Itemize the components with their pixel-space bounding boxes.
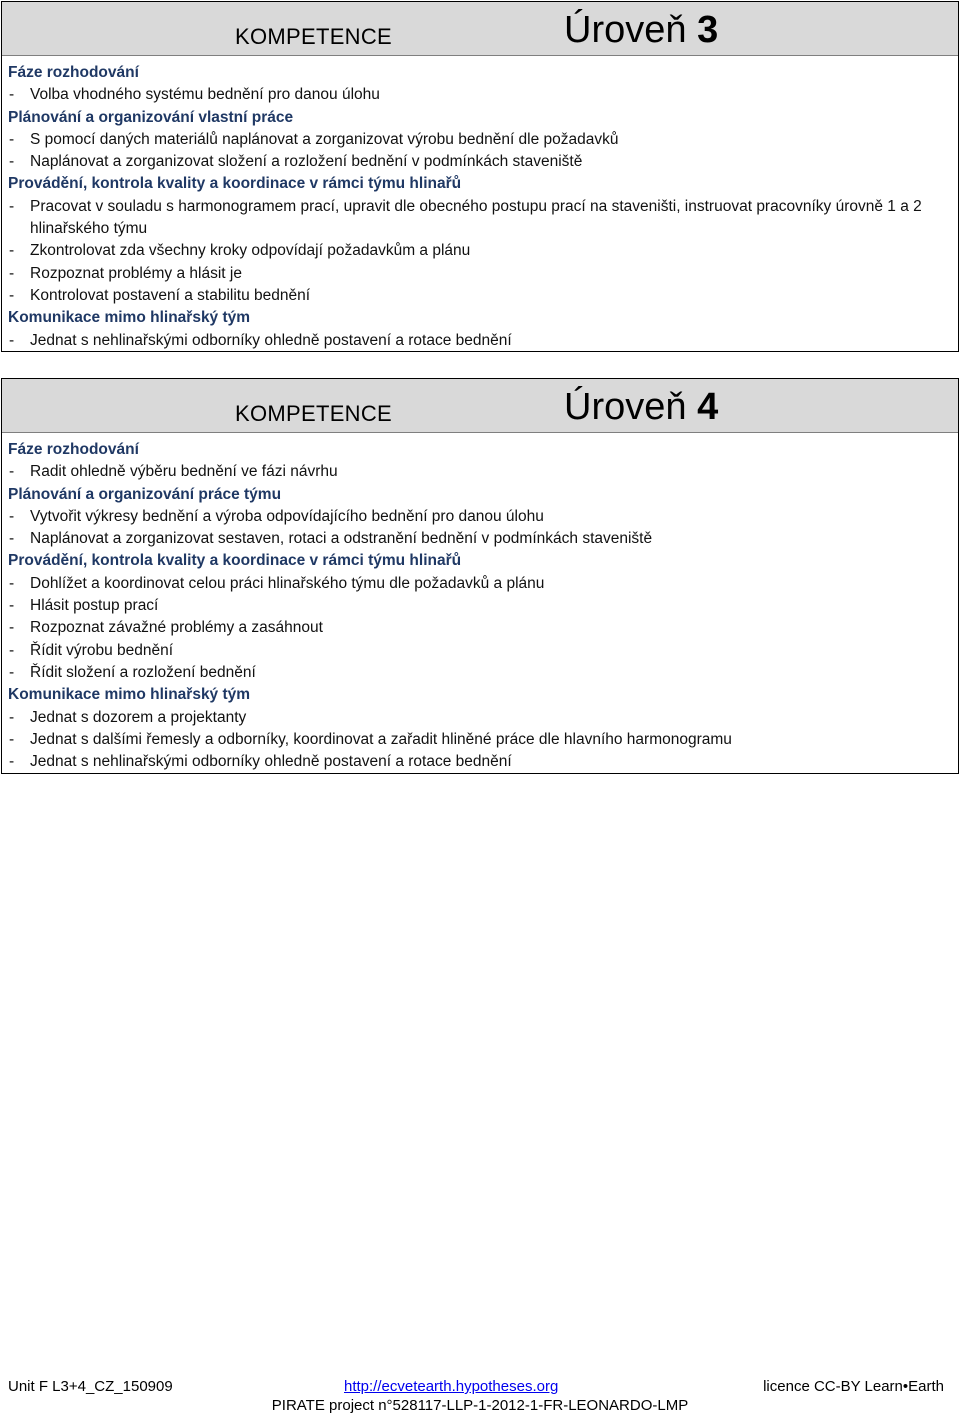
list-item: - Radit ohledně výběru bednění ve fázi návrhu bbox=[9, 463, 338, 481]
section-title: Plánování a organizování vlastní práce bbox=[8, 108, 294, 126]
level-word: Úroveň bbox=[564, 9, 687, 51]
competence-header bbox=[2, 2, 958, 56]
competence-content bbox=[2, 56, 958, 352]
list-item: - Volba vhodného systému bednění pro danou úlohu bbox=[9, 86, 380, 104]
competence-header bbox=[2, 379, 958, 433]
footer-unit: Unit F L3+4_CZ_150909 bbox=[8, 1378, 173, 1395]
section-title: Fáze rozhodování bbox=[8, 64, 139, 81]
list-item: - Zkontrolovat zda všechny kroky odpovídají požadavkům a plánu bbox=[9, 242, 471, 260]
competence-block-level-3 bbox=[1, 1, 959, 352]
level-number: 3 bbox=[697, 9, 719, 51]
footer-licence: licence CC-BY Learn•Earth bbox=[763, 1378, 944, 1395]
list-item: - Řídit složení a rozložení bednění bbox=[9, 663, 256, 681]
level-number: 4 bbox=[697, 386, 719, 428]
section-title: Komunikace mimo hlinařský tým bbox=[8, 686, 251, 704]
section-title: Plánování a organizování práce týmu bbox=[8, 485, 282, 503]
list-item: - Rozpoznat závažné problémy a zasáhnout bbox=[9, 619, 323, 637]
competence-block-level-4 bbox=[1, 378, 959, 774]
section-title: Komunikace mimo hlinařský tým bbox=[8, 309, 251, 327]
section-title: Provádění, kontrola kvality a koordinace v rámci týmu hlinařů bbox=[8, 552, 462, 570]
competence-content bbox=[2, 433, 958, 773]
level-word: Úroveň bbox=[564, 386, 687, 428]
competence-label: KOMPETENCE bbox=[235, 401, 393, 426]
list-item: - Kontrolovat postavení a stabilitu bednění bbox=[9, 286, 311, 304]
list-item: - S pomocí daných materiálů naplánovat a zorganizovat výrobu bednění dle požadavků bbox=[9, 130, 619, 148]
list-item: - Jednat s dalšími řemesly a odborníky, koordinovat a zařadit hliněné práce dle hlavního harmonogramu bbox=[9, 730, 732, 748]
section-title: Fáze rozhodování bbox=[8, 441, 139, 458]
list-item: - Pracovat v souladu s harmonogramem prací, upravit dle obecného postupu prací na staveništi, instruovat pracovníky úrovně 1 a 2 hlinařského týmu bbox=[9, 197, 922, 238]
list-item: - Řídit výrobu bednění bbox=[9, 641, 174, 659]
section-title: Provádění, kontrola kvality a koordinace v rámci týmu hlinařů bbox=[8, 175, 462, 193]
level-title bbox=[564, 9, 718, 52]
footer-row-1 bbox=[0, 1378, 960, 1396]
list-item: - Dohlížet a koordinovat celou práci hlinařského týmu dle požadavků a plánu bbox=[9, 574, 545, 592]
footer-project: PIRATE project n°528117-LLP-1-2012-1-FR-LEONARDO-LMP bbox=[271, 1397, 689, 1414]
level-title bbox=[564, 386, 718, 429]
list-item: - Rozpoznat problémy a hlásit je bbox=[9, 264, 242, 282]
list-item: - Jednat s nehlinařskými odborníky ohledně postavení a rotace bednění bbox=[9, 753, 512, 771]
footer-row-2 bbox=[0, 1397, 960, 1415]
list-item: - Naplánovat a zorganizovat složení a rozložení bednění v podmínkách staveniště bbox=[9, 153, 583, 171]
list-item: - Hlásit postup prací bbox=[9, 597, 159, 615]
list-item: - Vytvořit výkresy bednění a výroba odpovídajícího bednění pro danou úlohu bbox=[9, 507, 544, 525]
competence-label: KOMPETENCE bbox=[235, 24, 393, 49]
list-item: - Naplánovat a zorganizovat sestaven, rotaci a odstranění bednění v podmínkách staveniště bbox=[9, 530, 653, 548]
list-item: - Jednat s nehlinařskými odborníky ohledně postavení a rotace bednění bbox=[9, 331, 512, 349]
footer-link[interactable]: http://ecvetearth.hypotheses.org bbox=[344, 1378, 559, 1395]
list-item: - Jednat s dozorem a projektanty bbox=[9, 708, 247, 726]
